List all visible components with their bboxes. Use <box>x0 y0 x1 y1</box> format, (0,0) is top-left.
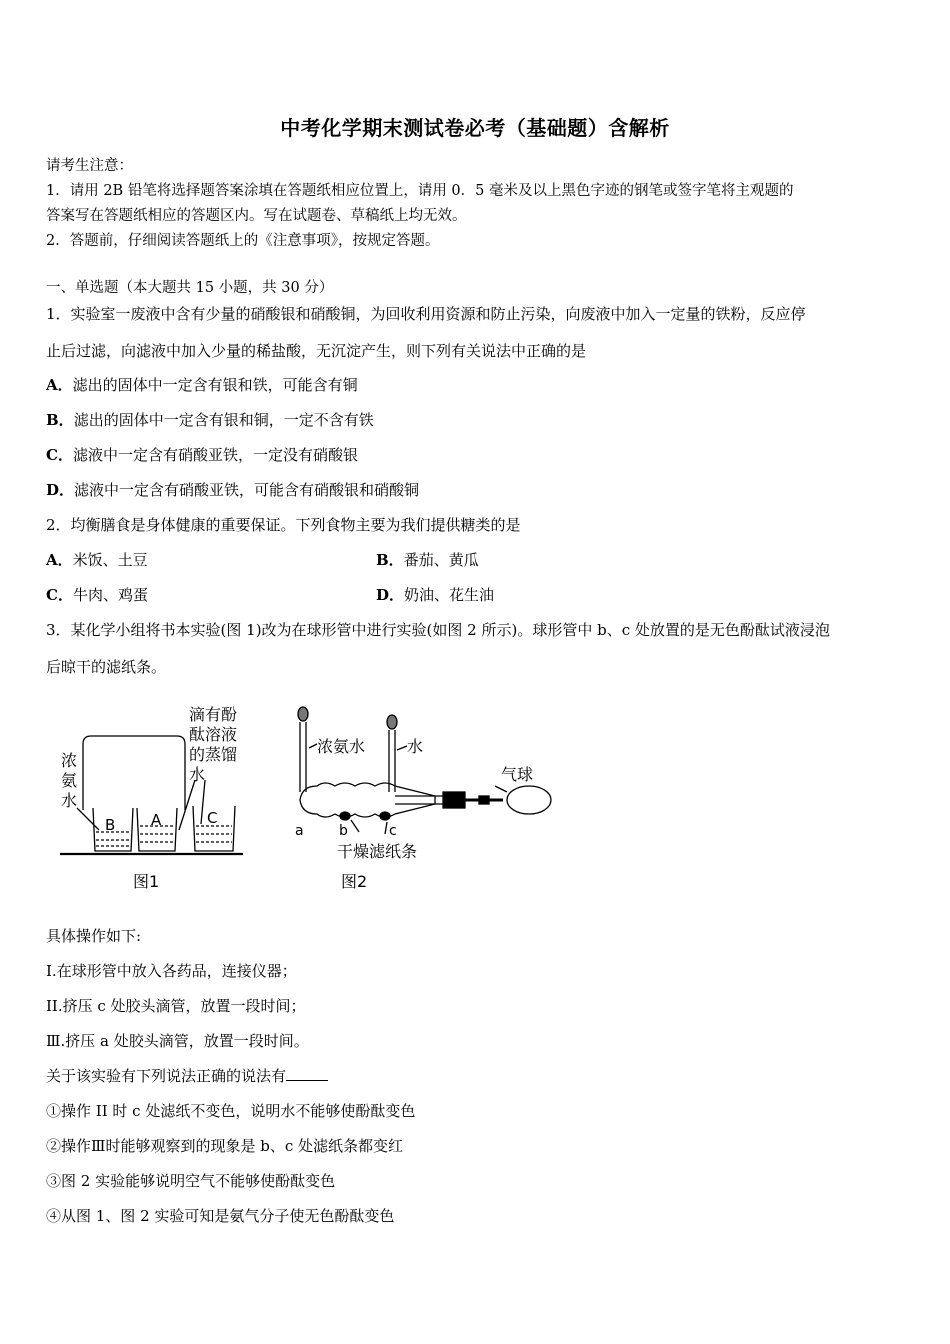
option-text: 滤液中一定含有硝酸亚铁，可能含有硝酸银和硝酸铜 <box>74 481 420 499</box>
option-text: 米饭、土豆 <box>72 551 148 569</box>
q2-option-b <box>376 549 479 570</box>
q3-question-text: 关于该实验有下列说法正确的说法有 <box>46 1067 287 1085</box>
q1-option-d <box>46 479 419 500</box>
q3-ops-heading: 具体操作如下: <box>46 927 142 945</box>
notice-heading: 请考生注意： <box>46 158 133 174</box>
q3-statement-4: ④从图 1、图 2 实验可知是氨气分子使无色酚酞变色 <box>46 1207 395 1225</box>
q1-option-c <box>46 444 358 465</box>
option-text: 滤出的固体中一定含有银和铁，可能含有铜 <box>72 376 358 394</box>
option-text: 奶油、花生油 <box>404 586 495 604</box>
beaker-b-label: B <box>105 816 116 834</box>
fig1-right-label-2: 酞溶液 <box>189 725 238 744</box>
option-label: A． <box>46 551 73 569</box>
q3-statement-2: ②操作Ⅲ时能够观察到的现象是 b、c 处滤纸条都变红 <box>46 1137 404 1155</box>
q3-statement-1: ①操作 II 时 c 处滤纸不变色，说明水不能够使酚酞变色 <box>46 1102 416 1120</box>
q1-option-b <box>46 409 374 430</box>
option-text: 滤出的固体中一定含有银和铜，一定不含有铁 <box>73 411 374 429</box>
notice-item-1-line-1: 1．请用 2B 铅笔将选择题答案涂填在答题纸相应位置上，请用 0．5 毫米及以上黑色字迹的钢笔或签字笔将主观题的 <box>46 183 794 199</box>
q3-op-1: I.在球形管中放入各药品，连接仪器； <box>46 962 297 980</box>
fig1-left-label-1: 浓 <box>61 751 78 770</box>
fig1-caption: 图1 <box>133 872 160 891</box>
fig2-caption: 图2 <box>341 872 368 891</box>
q2-stem: 2．均衡膳食是身体健康的重要保证。下列食物主要为我们提供糖类的是 <box>46 516 521 534</box>
option-label: C． <box>46 586 73 604</box>
option-label: B． <box>376 551 404 569</box>
q1-stem-line-2: 止后过滤，向滤液中加入少量的稀盐酸，无沉淀产生，则下列有关说法中正确的是 <box>46 342 587 360</box>
notice-item-1-line-2: 答案写在答题纸相应的答题区内。写在试题卷、草稿纸上均无效。 <box>46 208 467 224</box>
q3-op-3: Ⅲ.挤压 a 处胶头滴管，放置一段时间。 <box>46 1032 309 1050</box>
page-title: 中考化学期末测试卷必考（基础题）含解析 <box>280 116 670 140</box>
beaker-a-label: A <box>151 811 162 829</box>
fig2-water-label: 水 <box>407 737 424 756</box>
answer-blank <box>286 1066 328 1081</box>
notice-item-2: 2．答题前，仔细阅读答题纸上的《注意事项》，按规定答题。 <box>46 233 440 249</box>
q2-option-c <box>46 584 148 605</box>
option-label: A． <box>46 376 73 394</box>
q3-statement-3: ③图 2 实验能够说明空气不能够使酚酞变色 <box>46 1172 336 1190</box>
beaker-c-label: C <box>207 809 218 827</box>
option-label: D． <box>376 586 405 604</box>
fig2-balloon-label: 气球 <box>501 765 534 784</box>
q3-question <box>46 1065 328 1086</box>
q3-stem-line-1: 3．某化学小组将书本实验(图 1)改为在球形管中进行实验(如图 2 所示)。球形管中 b、c 处放置的是无色酚酞试液浸泡 <box>46 621 830 639</box>
experiment-diagram <box>55 700 565 900</box>
option-text: 番茄、黄瓜 <box>403 551 479 569</box>
fig1-left-label-2: 氨 <box>61 771 78 790</box>
experiment-figure <box>55 700 565 900</box>
q1-stem-line-1: 1．实验室一废液中含有少量的硝酸银和硝酸铜，为回收利用资源和防止污染，向废液中加入一定量的铁粉，反应停 <box>46 305 806 323</box>
section-heading: 一、单选题（本大题共 15 小题，共 30 分） <box>46 280 334 296</box>
fig2-ammonia-label: 浓氨水 <box>317 737 366 756</box>
fig1-right-label-1: 滴有酚 <box>189 705 238 724</box>
option-text: 滤液中一定含有硝酸亚铁，一定没有硝酸银 <box>72 446 358 464</box>
fig1-right-label-3: 的蒸馏 <box>189 745 238 764</box>
q2-option-a <box>46 549 148 570</box>
q2-option-d <box>376 584 494 605</box>
fig1-right-label-4: 水 <box>189 765 206 784</box>
fig2-label-a: a <box>295 823 304 839</box>
option-text: 牛肉、鸡蛋 <box>72 586 148 604</box>
fig2-paper-label: 干燥滤纸条 <box>337 842 418 861</box>
fig2-label-c: c <box>389 823 397 839</box>
q3-stem-line-2: 后晾干的滤纸条。 <box>46 658 167 676</box>
option-label: B． <box>46 411 74 429</box>
q3-op-2: II.挤压 c 处胶头滴管，放置一段时间； <box>46 997 306 1015</box>
fig1-left-label-3: 水 <box>61 791 78 810</box>
fig2-label-b: b <box>339 823 348 839</box>
q1-option-a <box>46 374 358 395</box>
option-label: D． <box>46 481 75 499</box>
option-label: C． <box>46 446 73 464</box>
